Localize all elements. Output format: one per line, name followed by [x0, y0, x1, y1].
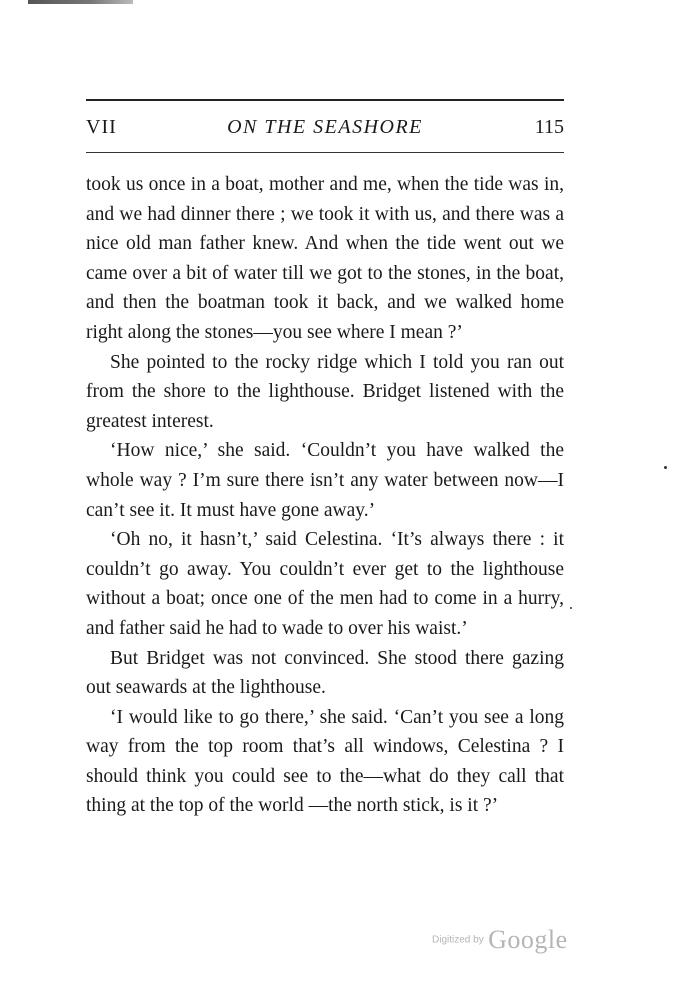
paragraph: ‘How nice,’ she said. ‘Couldn’t you have walked the whole way ? I’m sure there isn’t any water between now—I can’t see it. It must have gone away.’ — [86, 440, 564, 521]
running-header — [86, 116, 564, 140]
paragraph: ‘Oh no, it hasn’t,’ said Celestina. ‘It’s always there : it couldn’t go away. You couldn’t ever get to the lighthouse without a boat; once one of the men had to come in a hurry, and father said he had to wade to over his waist.’ — [86, 529, 564, 639]
digitized-label: Digitized by — [432, 934, 484, 946]
scan-edge-mark — [28, 0, 133, 4]
paragraph: But Bridget was not convinced. She stood there gazing out seawards at the lighthouse. — [86, 647, 564, 699]
paragraph: took us once in a boat, mother and me, when the tide was in, and we had dinner there ; we took it with us, and there was a nice old man father knew. And when the tide went out we came over a bit of water till we got to the stones, in the boat, and then the boatman took it back, and we walked home right along the stones—you see where I mean ?’ — [86, 174, 564, 343]
page-number: 115 — [534, 116, 564, 138]
chapter-number: VII — [86, 116, 117, 138]
digitization-watermark — [432, 925, 568, 955]
google-logo: Google — [488, 925, 568, 954]
paragraph: ‘I would like to go there,’ she said. ‘Can’t you see a long way from the top room that’s all windows, Celestina ? I should think you could see to the—what do they call that thing at the top of the world —the north stick, is it ?’ — [86, 706, 564, 817]
header-rule-top — [86, 99, 564, 101]
scan-speck — [570, 607, 572, 609]
paragraph: She pointed to the rocky ridge which I told you ran out from the shore to the lighthouse. Bridget listened with the greatest interest. — [86, 351, 564, 432]
running-title: ON THE SEASHORE — [227, 116, 423, 138]
page-body-text — [86, 170, 564, 821]
scan-speck — [664, 466, 667, 469]
header-rule-bottom — [86, 152, 564, 153]
